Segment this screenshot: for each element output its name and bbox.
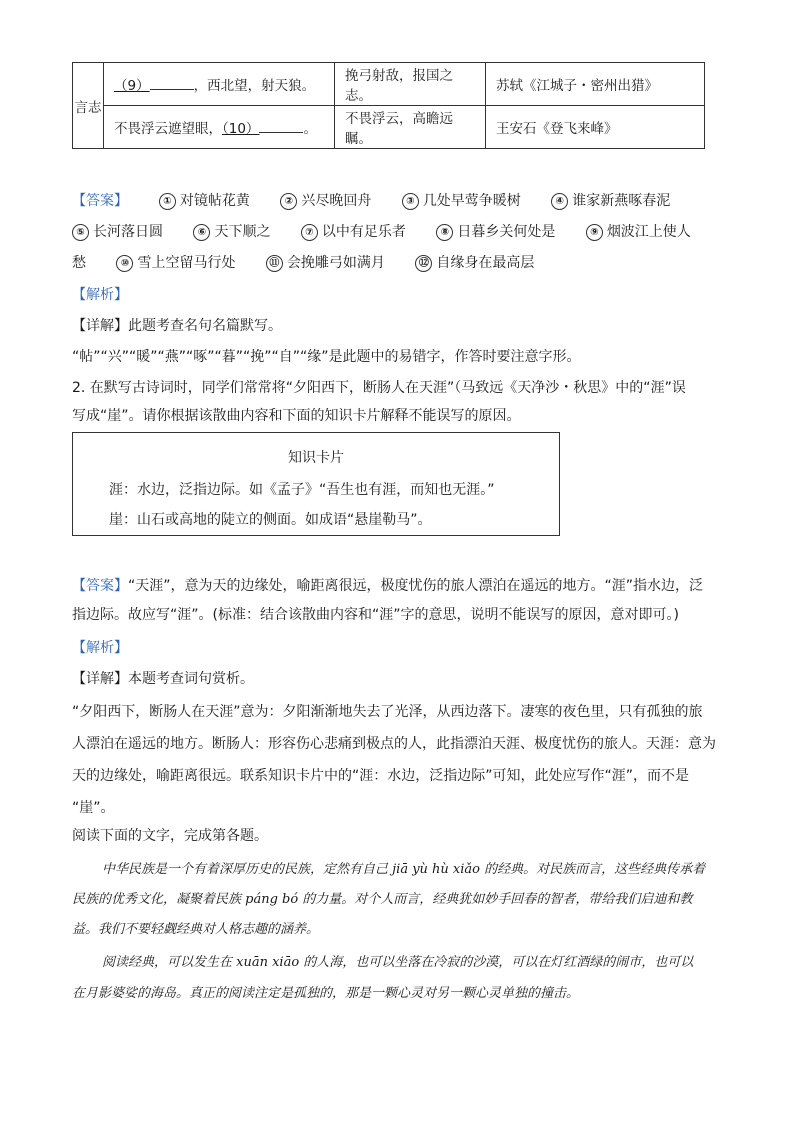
question-2-line-2: 写成“崖”。请你根据该散曲内容和下面的知识卡片解释不能误写的原因。	[72, 408, 521, 424]
answer-line-1	[72, 191, 670, 211]
table-row	[73, 63, 705, 106]
answer-item: ⑤ 长河落日圆	[72, 222, 163, 242]
analysis-tag: 【解析】	[72, 640, 128, 656]
answer-item: ④ 谁家新燕啄春泥	[551, 191, 670, 211]
answer-item: ⑥ 天下顺之	[193, 222, 270, 242]
poem-table	[72, 62, 705, 149]
answer-line-2	[72, 222, 691, 242]
answer-2-line-1: 【答案】“天涯”，意为天的边缘处，喻距离很远，极度忧伤的旅人漂泊在遥远的地方。“涯”指水边，泛	[72, 578, 704, 594]
analysis-paragraph: “崖”。	[72, 800, 115, 816]
analysis-paragraph: 人漂泊在遥远的地方。断肠人：形容伤心悲痛到极点的人，此指漂泊天涯、极度忧伤的旅人。天涯：意为	[72, 736, 716, 752]
analysis-detail: 【详解】本题考查词句赏析。	[72, 671, 254, 687]
card-row: 涯：水边，泛指边际。如《孟子》“吾生也有涯，而知也无涯。”	[109, 482, 495, 498]
knowledge-card	[72, 432, 560, 536]
analysis-tag: 【解析】	[72, 287, 128, 303]
answer-item: ⑫ 自缘身在最高层	[415, 253, 534, 273]
answer-2-line-2: 指边际。故应写“涯”。(标准：结合该散曲内容和“涯”字的意思，说明不能误写的原因，意对即可。)	[72, 607, 679, 623]
reading-paragraph: 中华民族是一个有着深厚历史的民族，定然有自己 jiā yù hù xiǎo 的经典。对民族而言，这些经典传承着	[102, 862, 706, 877]
question-2-line-1: 2. 在默写古诗词时，同学们常常将“夕阳西下，断肠人在天涯”（马致远《天净沙・秋思》中的“涯”误	[72, 380, 686, 396]
answer-blank	[259, 118, 303, 133]
answer-item: ⑨ 烟波江上使人	[586, 222, 691, 242]
analysis-paragraph: 天的边缘处，喻距离很远。联系知识卡片中的“涯：水边，泛指边际”可知，此处应写作“涯”，而不是	[72, 768, 690, 784]
reading-paragraph: 民族的优秀文化，凝聚着民族 páng bó 的力量。对个人而言，经典犹如妙手回春的智者，带给我们启迪和教	[72, 892, 693, 907]
answer-item: ③ 几处早莺争暖树	[402, 191, 521, 211]
source-cell: 苏轼《江城子・密州出猎》	[486, 63, 705, 106]
category-cell: 言志	[73, 63, 104, 149]
reading-paragraph: 阅读经典，可以发生在 xuān xiāo 的人海，也可以坐落在冷寂的沙漠，可以在灯红酒绿的闹市，也可以	[102, 955, 694, 970]
reading-paragraph: 在月影婆娑的海岛。真正的阅读注定是孤独的，那是一颗心灵对另一颗心灵单独的撞击。	[72, 986, 580, 1001]
answer-blank	[150, 75, 194, 90]
answer-item: ⑦ 以中有足乐者	[301, 222, 406, 242]
answer-tag: 【答案】	[72, 193, 128, 209]
answer-item: ① 对镜帖花黄	[159, 191, 250, 211]
card-row: 崖：山石或高地的陡立的侧面。如成语“悬崖勒马”。	[109, 512, 432, 528]
wrap-char: 愁	[72, 255, 86, 271]
meaning-cell: 挽弓射敌，报国之志。	[335, 63, 486, 106]
analysis-detail: 【详解】此题考查名句名篇默写。	[72, 318, 282, 334]
meaning-cell: 不畏浮云，高瞻远瞩。	[335, 106, 486, 149]
answer-line-3	[72, 253, 534, 273]
poem-line-cell: （9） ，西北望，射天狼。	[104, 63, 335, 106]
analysis-paragraph: “夕阳西下，断肠人在天涯”意为：夕阳渐渐地失去了光泽，从西边落下。凄寒的夜色里，只有孤独的旅	[72, 704, 703, 720]
table-row	[73, 106, 705, 149]
reading-intro: 阅读下面的文字，完成第各题。	[72, 828, 268, 844]
analysis-note: “帖”“兴”“暖”“燕”“啄”“暮”“挽”“自”“缘”是此题中的易错字，作答时要注意字形。	[72, 349, 581, 365]
answer-item: ⑪ 会挽雕弓如满月	[266, 253, 385, 273]
poem-line-cell: 不畏浮云遮望眼，（10） 。	[104, 106, 335, 149]
reading-paragraph: 益。我们不要轻觑经典对人格志趣的涵养。	[72, 922, 320, 937]
answer-item: ⑩ 雪上空留马行处	[116, 253, 235, 273]
answer-item: ⑧ 日暮乡关何处是	[436, 222, 555, 242]
answer-item: ② 兴尽晚回舟	[280, 191, 371, 211]
card-title: 知识卡片	[288, 450, 344, 466]
source-cell: 王安石《登飞来峰》	[486, 106, 705, 149]
